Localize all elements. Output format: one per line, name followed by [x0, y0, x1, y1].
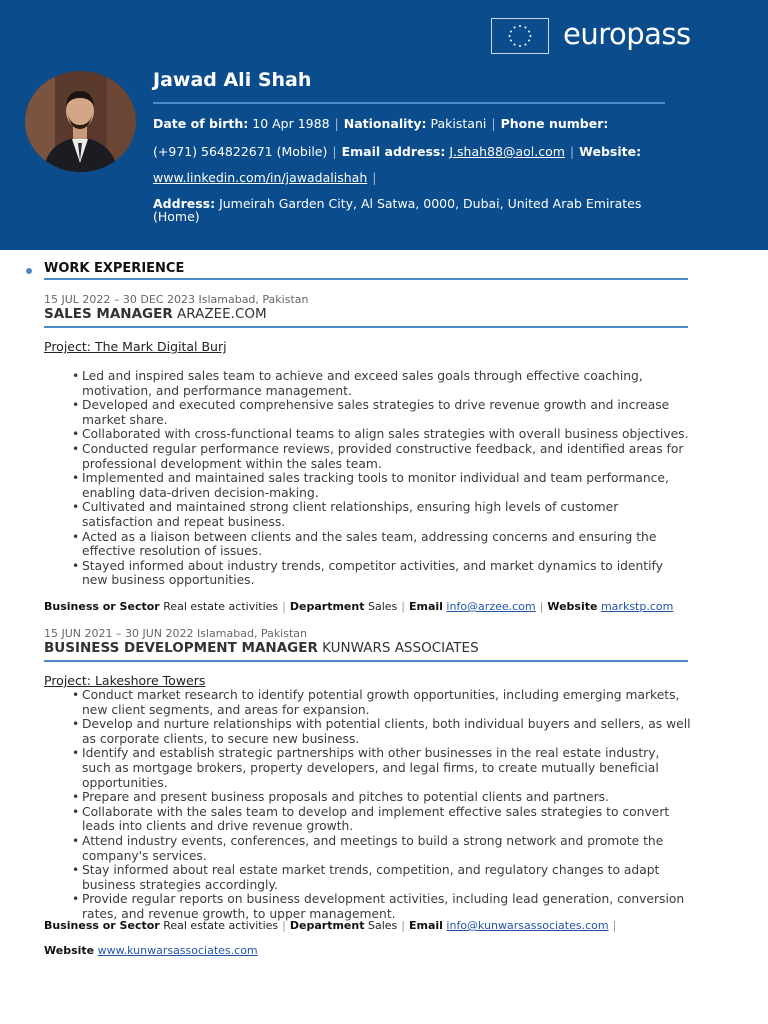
job-divider: [44, 660, 688, 662]
separator: |: [539, 600, 544, 613]
department-label: Department: [289, 919, 365, 932]
section-title: WORK EXPERIENCE: [44, 261, 185, 276]
list-item: • Attend industry events, conferences, and meetings to build a strong network and promote the company's services.: [62, 834, 692, 863]
job-title: [44, 640, 479, 656]
address-value: Jumeirah Garden City, Al Satwa, 0000, Dubai, United Arab Emirates: [219, 196, 642, 211]
eu-flag-icon: [491, 18, 549, 54]
address-line-2: [153, 209, 200, 224]
address-label: Address:: [153, 196, 216, 211]
website-label: Website:: [579, 144, 642, 159]
job-meta: [44, 600, 673, 613]
sector-label: Business or Sector: [44, 919, 160, 932]
email-link[interactable]: info@arzee.com: [446, 600, 536, 613]
project-name: Project: The Mark Digital Burj: [44, 339, 227, 354]
email-label: Email: [408, 919, 443, 932]
list-item: • Identify and establish strategic partnerships with other businesses in the real estate industry, such as mortgage brokers, property developers, and legal firms, to create mutually beneficial opportunities.: [62, 746, 692, 790]
project-name: Project: Lakeshore Towers: [44, 673, 206, 688]
list-item: • Collaborated with cross-functional teams to align sales strategies with overall business objectives.: [62, 427, 692, 442]
website-label: Website: [44, 944, 95, 957]
separator: |: [282, 600, 286, 613]
dob-value: 10 Apr 1988: [252, 116, 330, 131]
phone-label: Phone number:: [500, 116, 609, 131]
list-item: • Develop and nurture relationships with potential clients, both individual buyers and sellers, as well as corporate clients, to secure new business.: [62, 717, 692, 746]
sector-value: Real estate activities: [163, 919, 279, 932]
candidate-name: Jawad Ali Shah: [153, 69, 312, 91]
website-link[interactable]: markstp.com: [600, 600, 674, 613]
website-link[interactable]: www.linkedin.com/in/jawadalishah: [153, 170, 368, 185]
email-label: Email: [408, 600, 443, 613]
section-bullet-icon: [26, 268, 32, 274]
name-divider: [153, 102, 665, 104]
department-value: Sales: [367, 600, 398, 613]
personal-info-line-3: [153, 170, 381, 185]
separator: |: [401, 600, 405, 613]
separator: |: [491, 116, 496, 131]
website-link[interactable]: www.kunwarsassociates.com: [97, 944, 258, 957]
job-position: BUSINESS DEVELOPMENT MANAGER: [44, 640, 318, 656]
separator: |: [334, 116, 339, 131]
job-meta: [44, 919, 620, 932]
sector-value: Real estate activities: [163, 600, 279, 613]
list-item: • Led and inspired sales team to achieve and exceed sales goals through effective coaching, motivation, and performance management.: [62, 369, 692, 398]
job-date-location: 15 JUL 2022 – 30 DEC 2023 Islamabad, Pakistan: [44, 293, 309, 306]
dob-label: Date of birth:: [153, 116, 249, 131]
nationality-value: Pakistani: [430, 116, 487, 131]
job-date-location: 15 JUN 2021 – 30 JUN 2022 Islamabad, Pakistan: [44, 627, 307, 640]
separator: |: [401, 919, 405, 932]
list-item: • Developed and executed comprehensive sales strategies to drive revenue growth and increase market share.: [62, 398, 692, 427]
separator: |: [372, 170, 377, 185]
email-link[interactable]: J.shah88@aol.com: [449, 144, 565, 159]
job-company: KUNWARS ASSOCIATES: [322, 640, 479, 656]
list-item: • Conduct market research to identify potential growth opportunities, including emerging markets, new client segments, and areas for expansion.: [62, 688, 692, 717]
list-item: • Collaborate with the sales team to develop and implement effective sales strategies to convert leads into clients and drive revenue growth.: [62, 805, 692, 834]
email-link[interactable]: info@kunwarsassociates.com: [446, 919, 609, 932]
sector-label: Business or Sector: [44, 600, 160, 613]
job-responsibilities: [62, 369, 692, 588]
separator: |: [282, 919, 286, 932]
address-line: [153, 196, 641, 211]
list-item: • Prepare and present business proposals and pitches to potential clients and partners.: [62, 790, 692, 805]
list-item: • Acted as a liaison between clients and the sales team, addressing concerns and ensuring the effective resolution of issues.: [62, 530, 692, 559]
separator: |: [569, 144, 575, 159]
job-title: [44, 306, 267, 322]
job-position: SALES MANAGER: [44, 306, 173, 322]
job-meta-website: [44, 944, 258, 957]
phone-value: (+971) 564822671 (Mobile): [153, 144, 328, 159]
nationality-label: Nationality:: [343, 116, 427, 131]
list-item: • Implemented and maintained sales tracking tools to monitor individual and team performance, enabling data-driven decision-making.: [62, 471, 692, 500]
europass-logo: europass: [563, 17, 691, 51]
personal-info-line-1: [153, 116, 608, 131]
email-label: Email address:: [341, 144, 446, 159]
profile-photo: [25, 71, 136, 172]
separator: |: [612, 919, 617, 932]
list-item: • Cultivated and maintained strong client relationships, ensuring high levels of customer satisfaction and repeat business.: [62, 500, 692, 529]
personal-info-line-2: [153, 144, 641, 159]
section-divider: [44, 278, 688, 280]
job-divider: [44, 326, 688, 328]
separator: |: [332, 144, 337, 159]
department-value: Sales: [367, 919, 398, 932]
list-item: • Conducted regular performance reviews, provided constructive feedback, and identified areas for professional development within the sales team.: [62, 442, 692, 471]
profile-header: [0, 0, 768, 250]
list-item: • Stayed informed about industry trends, competitor activities, and market dynamics to identify new business opportunities.: [62, 559, 692, 588]
address-type: (Home): [153, 209, 200, 224]
list-item: • Stay informed about real estate market trends, competition, and regulatory changes to adapt business strategies accordingly.: [62, 863, 692, 892]
job-company: ARAZEE.COM: [177, 306, 267, 322]
job-responsibilities: [62, 688, 692, 922]
department-label: Department: [289, 600, 365, 613]
website-label: Website: [547, 600, 598, 613]
list-item: • Provide regular reports on business development activities, including lead generation, conversion rates, and revenue growth, to upper management.: [62, 892, 692, 921]
